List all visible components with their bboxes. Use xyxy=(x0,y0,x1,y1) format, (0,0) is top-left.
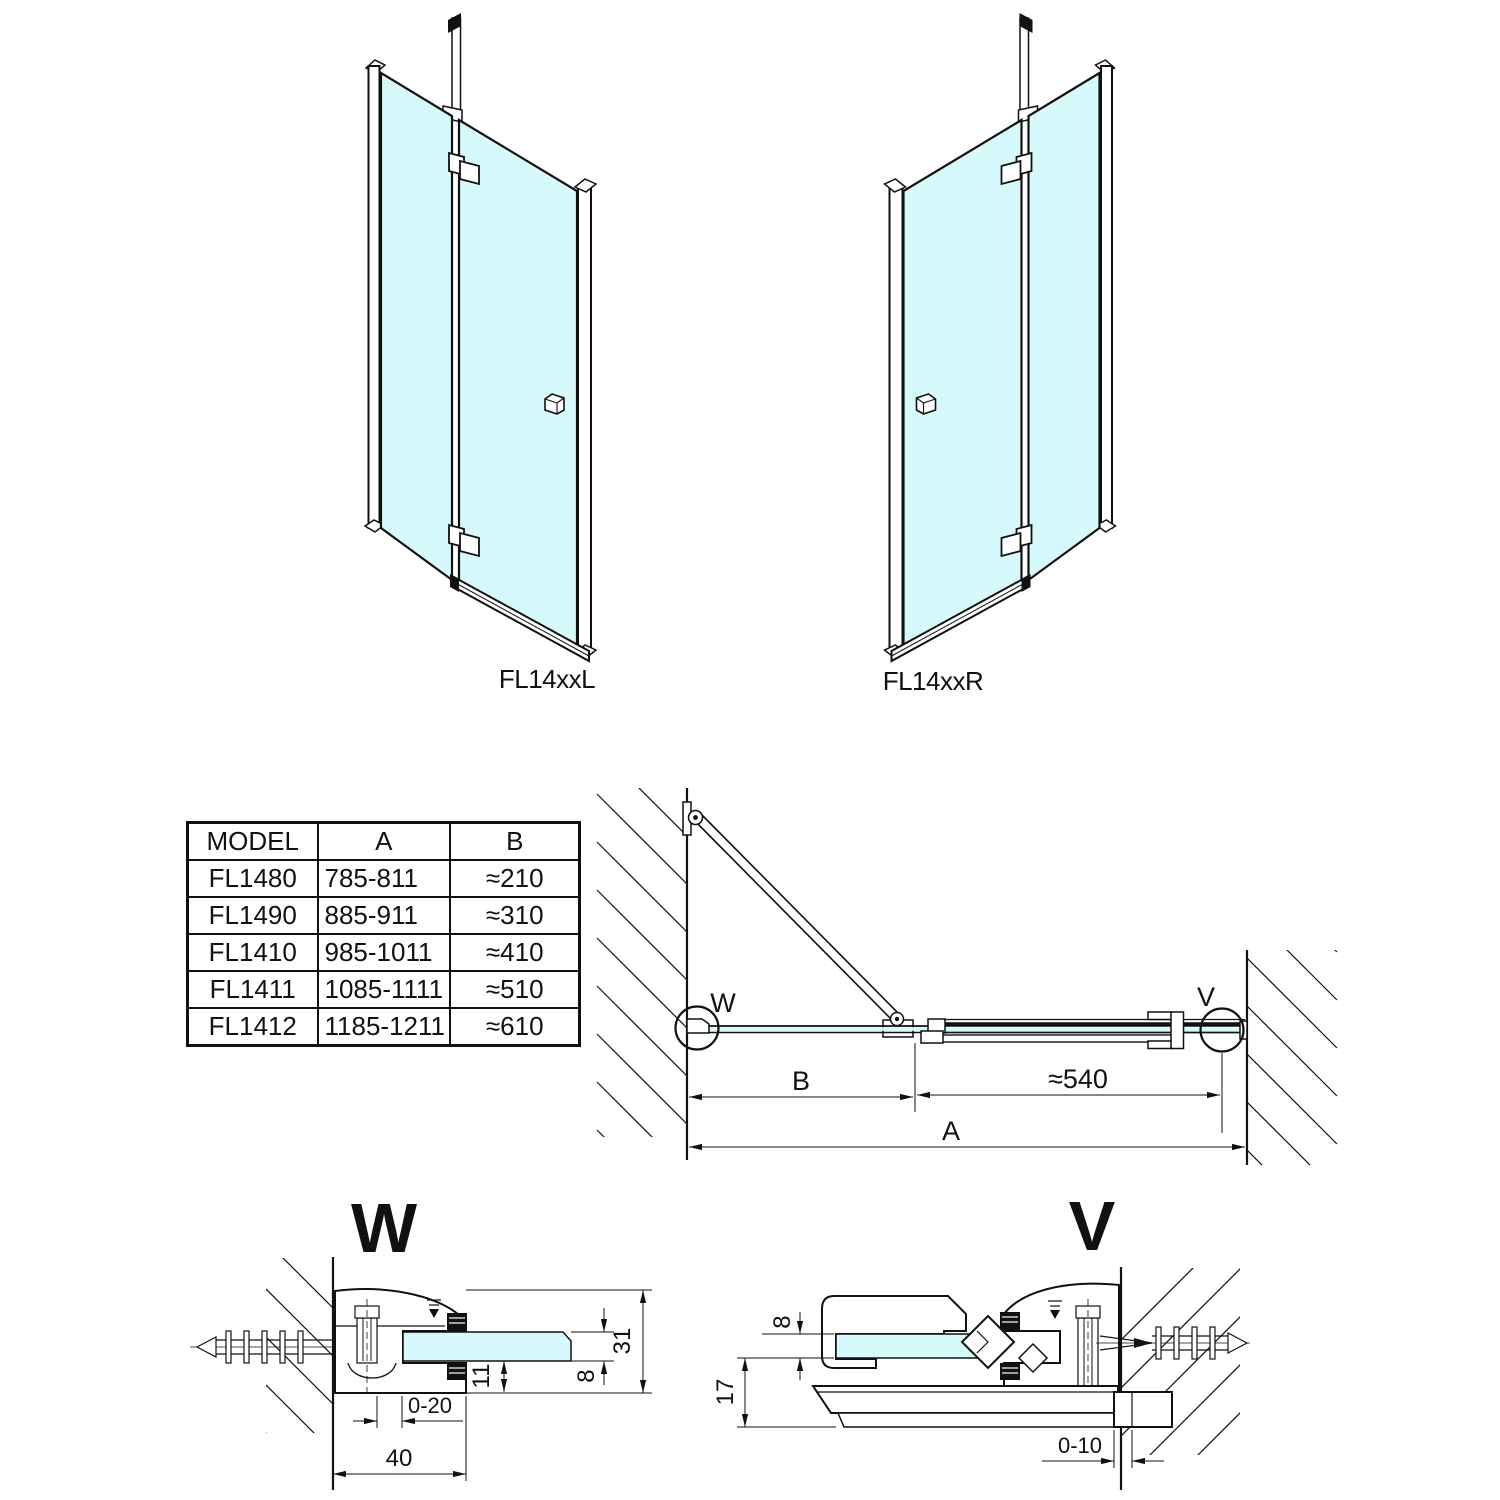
b-cell: ≈510 xyxy=(450,971,580,1008)
model-cell: FL1411 xyxy=(188,971,318,1008)
right-door-model-label: FL14xxR xyxy=(882,666,984,696)
folding-glass-panel xyxy=(459,120,577,650)
detail-v-title: V xyxy=(1068,1187,1116,1265)
right-wall-hatching xyxy=(1247,862,1337,1240)
model-cell: FL1480 xyxy=(188,860,318,897)
b-cell: ≈610 xyxy=(450,1008,580,1046)
front-view-right-door xyxy=(885,13,1116,661)
detail-marker-v-label: V xyxy=(1196,982,1216,1012)
detail-v-wall-hatching xyxy=(1121,1220,1241,1500)
detail-v-drawing xyxy=(737,1220,1250,1500)
a-cell: 1085-1111 xyxy=(318,971,450,1008)
detail-v-dim-17: 17 xyxy=(712,1378,739,1406)
detail-w-glass xyxy=(403,1332,571,1361)
plan-view xyxy=(597,746,1337,1240)
detail-v-bottom-rail xyxy=(813,1386,1172,1427)
model-spec-table xyxy=(186,821,581,1047)
b-cell: ≈310 xyxy=(450,897,580,934)
detail-w-wall-hatching xyxy=(243,1218,333,1500)
dim-540-label: ≈540 xyxy=(1048,1064,1108,1094)
plan-dimensions xyxy=(689,1043,1245,1147)
wall-profile-right xyxy=(575,179,596,658)
spec-row xyxy=(188,1008,580,1046)
model-cell: FL1410 xyxy=(188,934,318,971)
header-model: MODEL xyxy=(188,823,318,861)
detail-w-dim-31: 31 xyxy=(609,1327,636,1355)
spec-row xyxy=(188,897,580,934)
left-door-model-label: FL14xxL xyxy=(498,664,596,694)
header-b: B xyxy=(450,823,580,861)
front-view-left-door xyxy=(365,13,596,661)
a-cell: 885-911 xyxy=(318,897,450,934)
b-cell: ≈210 xyxy=(450,860,580,897)
model-cell: FL1412 xyxy=(188,1008,318,1046)
model-cell: FL1490 xyxy=(188,897,318,934)
detail-w-dim-8: 8 xyxy=(573,1369,600,1383)
b-cell: ≈410 xyxy=(450,934,580,971)
detail-w-dim-40: 40 xyxy=(385,1445,413,1472)
ceiling-support-bar xyxy=(443,13,462,122)
fixed-glass-panel xyxy=(381,73,452,580)
detail-w-drawing xyxy=(190,1218,652,1500)
detail-w-dim-0-20: 0-20 xyxy=(407,1393,453,1418)
spec-row xyxy=(188,934,580,971)
a-cell: 1185-1211 xyxy=(318,1008,450,1046)
spec-header-row xyxy=(188,823,580,861)
spec-row xyxy=(188,860,580,897)
detail-v-dim-8: 8 xyxy=(769,1315,796,1329)
detail-marker-w-label: W xyxy=(710,988,736,1018)
dim-b-label: B xyxy=(791,1066,811,1096)
left-wall-hatching xyxy=(597,746,687,1220)
door-handle-knob xyxy=(545,394,564,414)
dim-a-label: A xyxy=(941,1116,961,1146)
fixed-panel-assembly xyxy=(921,1012,1247,1049)
a-cell: 985-1011 xyxy=(318,934,450,971)
a-cell: 785-811 xyxy=(318,860,450,897)
spec-row xyxy=(188,971,580,1008)
detail-w-dim-11: 11 xyxy=(468,1363,495,1389)
detail-v-dim-0-10: 0-10 xyxy=(1057,1433,1103,1458)
detail-w-title: W xyxy=(350,1189,418,1267)
header-a: A xyxy=(318,823,450,861)
